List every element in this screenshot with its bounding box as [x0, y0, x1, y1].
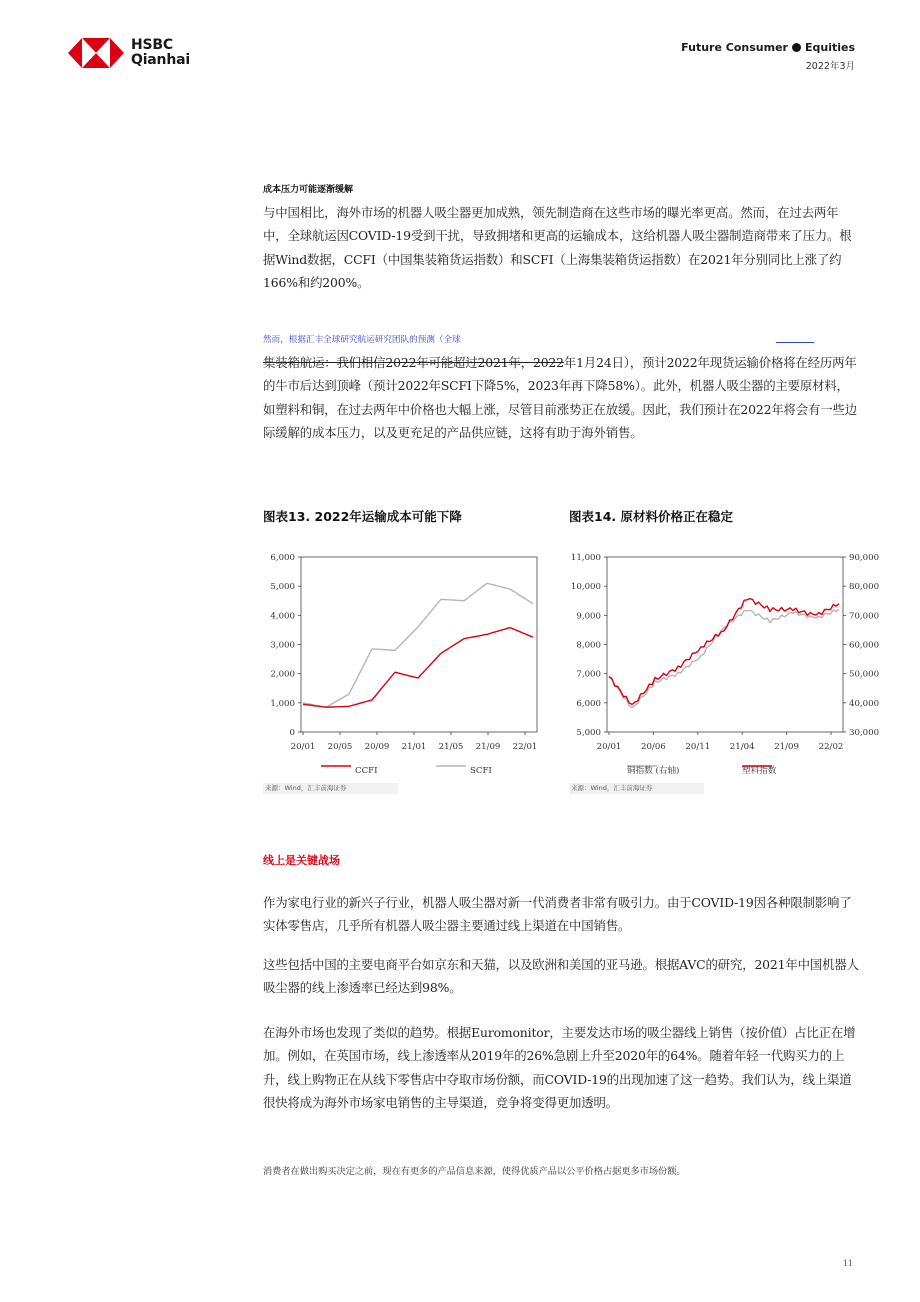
logo-line2: Qianhai: [131, 52, 190, 68]
report-series: [681, 41, 855, 54]
x-tick-label: 22/02: [818, 742, 844, 752]
y-tick-label: 4,000: [270, 611, 295, 622]
plot-frame: [301, 557, 537, 732]
paragraph-overseas: 与中国相比，海外市场的机器人吸尘器更加成熟，领先制造商在这些市场的曝光率更高。然而，在过去两年中，全球航运因COVID-19受到干扰，导致拥堵和更高的运输成本，这给机器人吸尘器制造商带来了压力。根据Wind数据，CCFI（中国集装箱货运指数）和SCFI（上海集装箱货运指数）在2021年分别同比上涨了约166%和约200%。: [263, 205, 852, 290]
link-underline: [776, 342, 814, 343]
x-tick-label: 21/05: [438, 742, 464, 752]
y-tick-label: 1,000: [270, 698, 295, 709]
y2-tick-label: 80,000: [849, 582, 880, 593]
series-left: Future Consumer: [681, 41, 788, 54]
y-tick-label: 6,000: [270, 553, 295, 563]
section-heading-online: 线上是关键战场: [263, 854, 340, 867]
y-tick-label: 8,000: [576, 640, 601, 651]
legend-label: 铜指数 (右轴): [627, 766, 680, 776]
bullet-dot-icon: [792, 43, 801, 52]
y-tick-label: 10,000: [570, 582, 601, 593]
report-date: 2022年3月: [805, 61, 855, 72]
x-tick-label: 21/09: [475, 742, 501, 752]
paragraph-overseas-trend: 在海外市场也发现了类似的趋势。根据Euromonitor，主要发达市场的吸尘器线上销售（按价值）占比正在增加。例如，在英国市场，线上渗透率从2019年的26%急剧上升至2020年的64%。随着年轻一代购买力的上升，线上购物正在从线下零售店中夺取市场份额，而COVID-19的出现加速了这一趋势。我们认为，线上渠道很快将成为海外市场家电销售的主导渠道，竞争将变得更加透明。: [263, 1025, 856, 1110]
legend-label: 塑料指数: [742, 766, 777, 776]
y-tick-label: 5,000: [576, 728, 601, 738]
section-heading-cost: 成本压力可能逐渐缓解: [263, 185, 354, 195]
hsbc-logo: [68, 38, 190, 68]
series-right: Equities: [804, 41, 855, 54]
struck-title: 集装箱航运：我们相信2022年可能超过2021年，2022: [263, 355, 564, 370]
chart14-raw-materials: [569, 545, 880, 780]
x-tick-label: 20/06: [641, 742, 666, 752]
y-tick-label: 6,000: [576, 698, 601, 709]
y-tick-label: 2,000: [270, 669, 295, 680]
legend-label: CCFI: [355, 766, 378, 776]
y2-tick-label: 50,000: [849, 669, 880, 680]
x-tick-label: 21/01: [401, 742, 427, 752]
x-tick-label: 22/01: [512, 742, 538, 752]
paragraph-forecast: [263, 351, 859, 444]
y2-tick-label: 30,000: [849, 728, 880, 738]
consumer-note: 消费者在做出购买决定之前，现在有更多的产品信息来源，使得优质产品以公平价格占据更多市场份额。: [263, 1166, 686, 1177]
logo-line1: HSBC: [131, 37, 173, 53]
chart13-title: 图表13. 2022年运输成本可能下降: [263, 509, 462, 524]
x-tick-label: 21/04: [729, 742, 755, 752]
hsbc-hexagon-icon: [68, 38, 124, 68]
y-tick-label: 7,000: [576, 669, 601, 680]
y-tick-label: 0: [289, 728, 295, 738]
y-tick-label: 5,000: [270, 582, 295, 593]
chart14-source: 来源：Wind，汇丰前海证券: [569, 783, 704, 794]
y2-tick-label: 70,000: [849, 611, 880, 622]
page-number: 11: [842, 1259, 853, 1268]
plot-frame: [607, 557, 843, 732]
chart13-shipping-costs: [263, 545, 553, 780]
x-tick-label: 20/11: [685, 742, 711, 752]
y-tick-label: 3,000: [270, 640, 295, 651]
y-tick-label: 9,000: [576, 611, 601, 622]
x-tick-label: 20/09: [364, 742, 390, 752]
report-header: [681, 41, 855, 72]
chart13-source: 来源：Wind，汇丰前海证券: [263, 783, 398, 794]
logo-text: [131, 38, 190, 68]
paragraph-platforms: 这些包括中国的主要电商平台如京东和天猫，以及欧洲和美国的亚马逊。根据AVC的研究，2021年中国机器人吸尘器的线上渗透率已经达到98%。: [263, 957, 859, 996]
legend-label: SCFI: [470, 766, 492, 776]
x-tick-label: 21/09: [774, 742, 799, 752]
chart14-title: 图表14. 原材料价格正在稳定: [569, 509, 733, 524]
y2-tick-label: 60,000: [849, 640, 880, 651]
paragraph-online-china: 作为家电行业的新兴子行业，机器人吸尘器对新一代消费者非常有吸引力。由于COVID-19因各种限制影响了实体零售店，几乎所有机器人吸尘器主要通过线上渠道在中国销售。: [263, 895, 852, 934]
y2-tick-label: 90,000: [849, 553, 880, 563]
research-link[interactable]: 然而，根据汇丰全球研究航运研究团队的预测（全球: [263, 335, 461, 345]
forecast-text: 年1月24日），预计2022年现货运输价格将在经历两年的牛市后达到顶峰（预计2022年SCFI下降5%，2023年再下降58%）。此外，机器人吸尘器的主要原材料，如塑料和铜，在过去两年中价格也大幅上涨，尽管目前涨势正在放缓。因此，我们预计在2022年将会有一些边际缓解的成本压力，以及更充足的产品供应链，这将有助于海外销售。: [263, 355, 858, 440]
y2-tick-label: 40,000: [849, 698, 880, 709]
y-tick-label: 11,000: [570, 553, 601, 563]
x-tick-label: 20/01: [290, 742, 316, 752]
series-line-red: [303, 628, 533, 708]
x-tick-label: 20/05: [327, 742, 353, 752]
series-line-gray: [303, 583, 533, 707]
x-tick-label: 20/01: [596, 742, 622, 752]
